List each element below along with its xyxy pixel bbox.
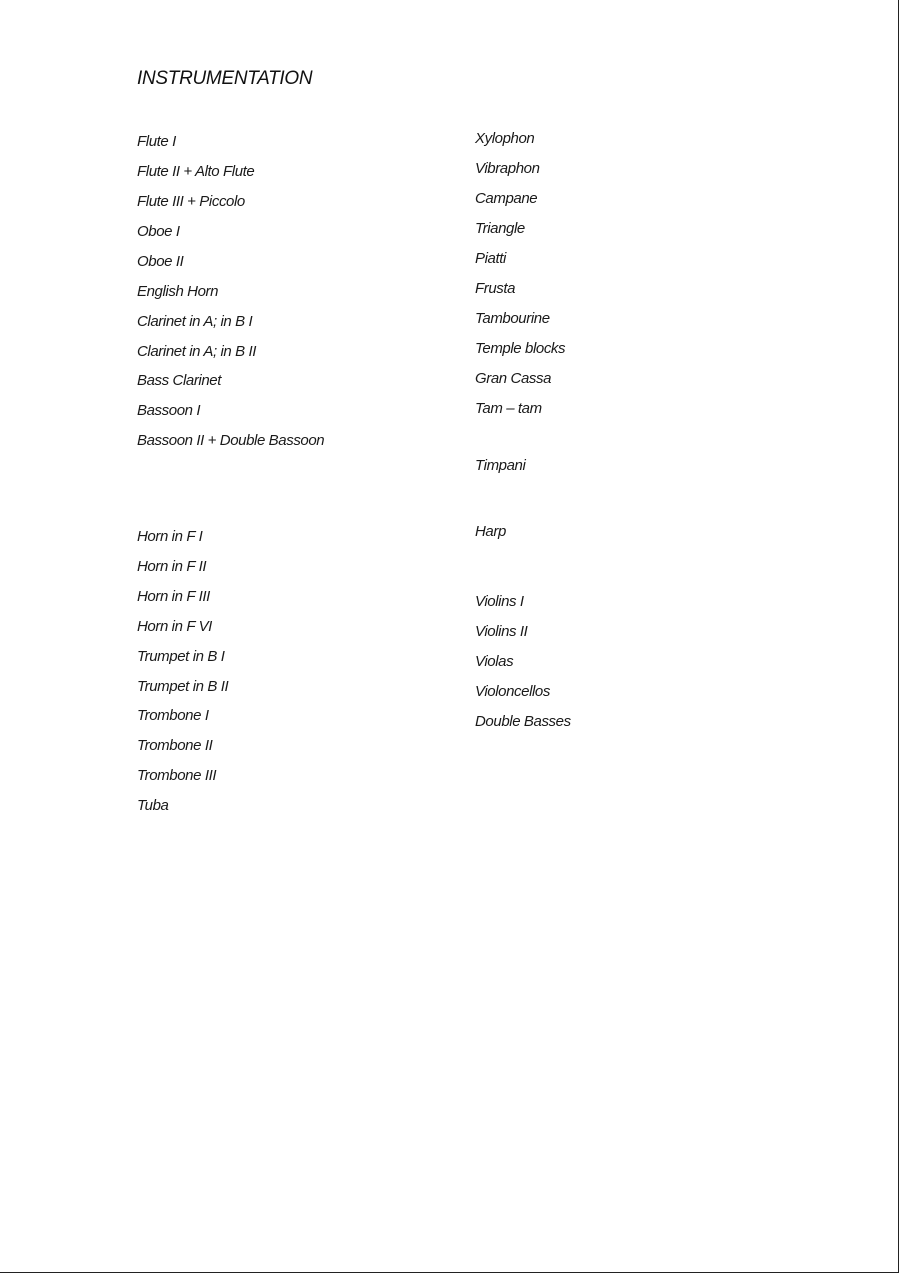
instrument-item: Tuba	[137, 797, 169, 814]
instrument-item: Tambourine	[475, 310, 550, 327]
instrument-item: Oboe I	[137, 223, 180, 240]
instrument-item: Bassoon II + Double Bassoon	[137, 432, 325, 449]
instrument-item: Trombone I	[137, 707, 209, 724]
instrument-item: Double Basses	[475, 713, 571, 730]
instrument-item: Flute I	[137, 133, 176, 150]
instrument-item: Trombone II	[137, 737, 213, 754]
instrument-item: Piatti	[475, 250, 506, 267]
instrument-item: Violins II	[475, 623, 528, 640]
instrument-item: Flute II + Alto Flute	[137, 163, 255, 180]
instrument-item: Clarinet in A; in B II	[137, 343, 257, 360]
instrument-item: Triangle	[475, 220, 525, 237]
instrument-item: Oboe II	[137, 253, 184, 270]
page-title: INSTRUMENTATION	[137, 68, 313, 89]
instrument-item: Horn in F II	[137, 558, 207, 575]
instrument-item: Flute III + Piccolo	[137, 193, 245, 210]
instrument-item: Gran Cassa	[475, 370, 552, 387]
instrument-item: Violins I	[475, 593, 524, 610]
instrument-item: Trombone III	[137, 767, 217, 784]
instrument-item: Tam – tam	[475, 400, 542, 417]
instrument-item: Harp	[475, 523, 506, 540]
instrument-item: Bass Clarinet	[137, 372, 222, 389]
instrument-item: Horn in F III	[137, 588, 210, 605]
instrument-item: Vibraphon	[475, 160, 540, 177]
instrument-item: Bassoon I	[137, 402, 201, 419]
instrument-item: Violoncellos	[475, 683, 550, 700]
instrument-item: Trumpet in B I	[137, 648, 225, 665]
instrument-item: Violas	[475, 653, 514, 670]
instrument-item: Campane	[475, 190, 538, 207]
instrument-item: Frusta	[475, 280, 516, 297]
instrument-item: Clarinet in A; in B I	[137, 313, 253, 330]
instrument-item: Horn in F VI	[137, 618, 212, 635]
instrument-item: Temple blocks	[475, 340, 566, 357]
instrument-item: Trumpet in B II	[137, 678, 229, 695]
instrument-item: Timpani	[475, 457, 526, 474]
instrument-item: Horn in F I	[137, 528, 203, 545]
instrument-item: English Horn	[137, 283, 219, 300]
instrument-item: Xylophon	[475, 130, 535, 147]
